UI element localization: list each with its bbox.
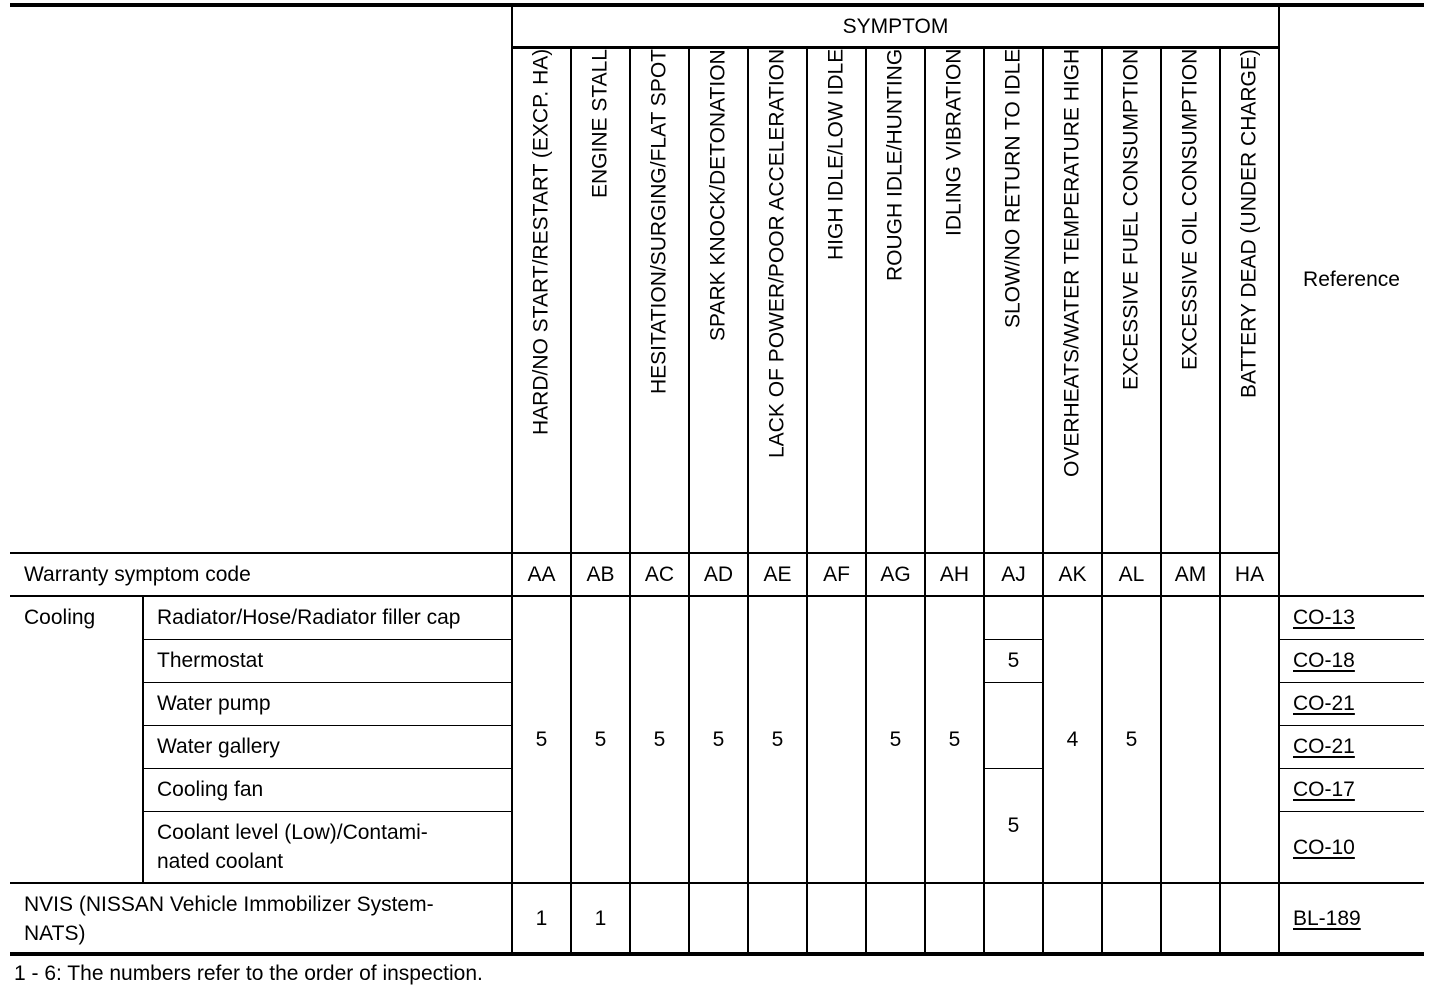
warranty-code: AK	[1058, 563, 1087, 586]
symptom-header: IDLING VIBRATION	[942, 49, 966, 237]
warranty-code: AD	[703, 563, 734, 586]
cooling-value: 5	[948, 728, 961, 751]
cooling-value: 5	[594, 728, 607, 751]
warranty-code: AH	[939, 563, 970, 586]
cooling-value	[1161, 596, 1220, 883]
symptom-header: HESITATION/SURGING/FLAT SPOT	[647, 49, 671, 394]
cooling-value: 4	[1066, 728, 1079, 751]
reference-link[interactable]: CO-21	[1293, 692, 1355, 715]
cooling-group-label: Cooling	[24, 606, 96, 629]
warranty-code: AF	[823, 563, 850, 586]
nvis-value	[1220, 883, 1279, 954]
cooling-item: Radiator/Hose/Radiator filler cap	[157, 606, 461, 629]
nvis-value	[1161, 883, 1220, 954]
slow-idle-value: 5	[1007, 814, 1020, 837]
slow-idle-value	[984, 596, 1043, 639]
symptom-title: SYMPTOM	[842, 14, 949, 38]
cooling-item: Coolant level (Low)/Contami- nated coolant	[157, 821, 428, 873]
nvis-value	[630, 883, 689, 954]
symptom-header: EXCESSIVE OIL CONSUMPTION	[1178, 49, 1202, 371]
reference-link[interactable]: CO-18	[1293, 649, 1355, 672]
cooling-item: Water gallery	[157, 735, 280, 758]
cooling-value: 5	[1125, 728, 1138, 751]
symptom-header: ROUGH IDLE/HUNTING	[883, 49, 907, 282]
reference-link[interactable]: CO-21	[1293, 735, 1355, 758]
nvis-value	[689, 883, 748, 954]
symptom-header: SLOW/NO RETURN TO IDLE	[1001, 49, 1025, 329]
cooling-value	[807, 596, 866, 883]
slow-idle-value	[984, 682, 1043, 768]
reference-link[interactable]: BL-189	[1293, 907, 1361, 930]
nvis-value	[807, 883, 866, 954]
cooling-item: Water pump	[157, 692, 271, 715]
symptom-header: SPARK KNOCK/DETONATION	[706, 49, 730, 341]
nvis-value	[1043, 883, 1102, 954]
warranty-code: AJ	[1001, 563, 1026, 586]
reference-link[interactable]: CO-17	[1293, 778, 1355, 801]
slow-idle-value: 5	[1007, 649, 1020, 672]
reference-header: Reference	[1303, 267, 1400, 291]
footnote: 1 - 6: The numbers refer to the order of inspection.	[14, 962, 483, 985]
warranty-label: Warranty symptom code	[24, 563, 251, 586]
nvis-value	[1102, 883, 1161, 954]
cooling-value: 5	[771, 728, 784, 751]
nvis-value	[748, 883, 807, 954]
cooling-item: Cooling fan	[157, 778, 264, 801]
cooling-value: 5	[653, 728, 666, 751]
cooling-value	[1220, 596, 1279, 883]
warranty-code: AG	[880, 563, 911, 586]
cooling-item: Thermostat	[157, 649, 264, 672]
reference-link[interactable]: CO-10	[1293, 835, 1355, 859]
symptom-header: OVERHEATS/WATER TEMPERATURE HIGH	[1060, 49, 1084, 478]
symptom-header: EXCESSIVE FUEL CONSUMPTION	[1119, 49, 1143, 391]
cooling-value: 5	[712, 728, 725, 751]
nvis-value	[925, 883, 984, 954]
warranty-code: AA	[527, 563, 556, 586]
warranty-code: AC	[644, 563, 675, 586]
symptom-header: BATTERY DEAD (UNDER CHARGE)	[1237, 49, 1261, 398]
warranty-code: AL	[1118, 563, 1145, 586]
warranty-code: AE	[763, 563, 792, 586]
reference-link[interactable]: CO-13	[1293, 606, 1355, 629]
symptom-header: HARD/NO START/RESTART (EXCP. HA)	[529, 49, 553, 436]
symptom-header: HIGH IDLE/LOW IDLE	[824, 49, 848, 261]
symptom-header: ENGINE STALL	[588, 49, 612, 198]
nvis-value: 1	[594, 907, 607, 930]
nvis-value	[866, 883, 925, 954]
warranty-code: AM	[1174, 563, 1207, 586]
warranty-code: HA	[1234, 563, 1265, 586]
symptom-header: LACK OF POWER/POOR ACCELERATION	[765, 49, 789, 459]
warranty-code: AB	[586, 563, 615, 586]
nvis-value: 1	[535, 907, 548, 930]
nvis-value	[984, 883, 1043, 954]
cooling-value: 5	[889, 728, 902, 751]
cooling-value: 5	[535, 728, 548, 751]
nvis-label: NVIS (NISSAN Vehicle Immobilizer System- NATS)	[24, 892, 434, 945]
